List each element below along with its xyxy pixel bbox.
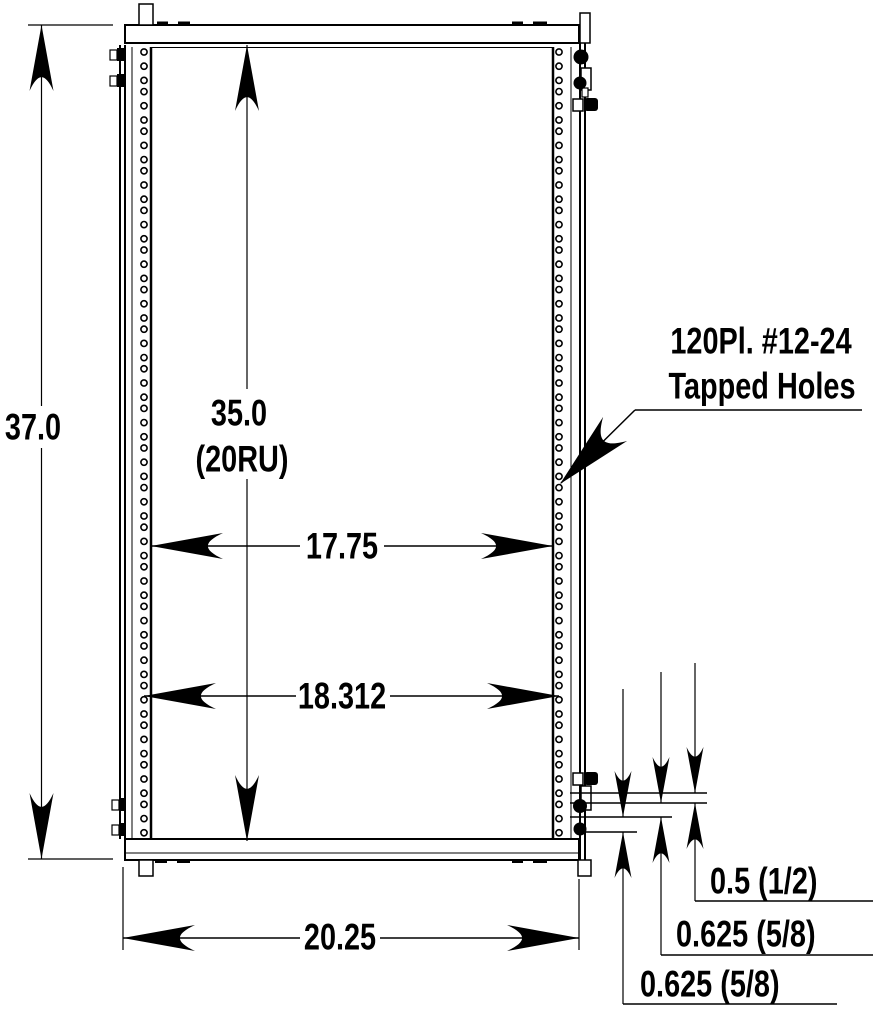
bottom-edge-slot bbox=[177, 860, 190, 863]
tapped-hole bbox=[556, 632, 562, 638]
tapped-hole bbox=[141, 247, 147, 253]
tapped-hole bbox=[556, 261, 562, 267]
tapped-hole bbox=[556, 420, 562, 426]
latch-bottom-knob bbox=[584, 772, 598, 785]
hole-spacing-lower-label: 0.625 (5/8) bbox=[640, 963, 780, 1005]
bottom-edge-slot bbox=[512, 860, 523, 863]
tapped-hole bbox=[141, 683, 147, 689]
tapped-hole bbox=[556, 553, 562, 559]
tapped-hole bbox=[556, 142, 562, 148]
hinge-top-leaf bbox=[580, 13, 590, 43]
tapped-hole bbox=[141, 326, 147, 332]
tapped-hole bbox=[141, 564, 147, 570]
tapped-hole bbox=[556, 366, 562, 372]
tapped-hole bbox=[141, 103, 147, 109]
bottom-crossbar bbox=[125, 839, 579, 860]
tapped-hole bbox=[141, 261, 147, 267]
tapped-hole bbox=[556, 643, 562, 649]
tapped-hole bbox=[556, 592, 562, 598]
tapped-hole bbox=[141, 722, 147, 728]
tapped-hole bbox=[556, 168, 562, 174]
tapped-hole bbox=[141, 287, 147, 293]
tapped-hole bbox=[141, 301, 147, 307]
tapped-hole bbox=[141, 524, 147, 530]
rail-bolt-shaft bbox=[117, 48, 124, 61]
tapped-hole bbox=[141, 236, 147, 242]
tapped-hole bbox=[556, 499, 562, 505]
tapped-hole bbox=[556, 182, 562, 188]
tapped-hole bbox=[141, 830, 147, 836]
right-foot-tab bbox=[578, 860, 591, 876]
tapped-hole bbox=[556, 236, 562, 242]
top-edge-slot bbox=[533, 22, 547, 25]
tapped-hole bbox=[141, 538, 147, 544]
tapped-hole bbox=[141, 168, 147, 174]
top-edge-slot bbox=[512, 22, 523, 25]
tapped-hole bbox=[556, 762, 562, 768]
tapped-hole bbox=[556, 776, 562, 782]
tapped-hole bbox=[141, 801, 147, 807]
tapped-hole bbox=[556, 275, 562, 281]
tapped-hole bbox=[556, 473, 562, 479]
rail-bolt-shaft bbox=[119, 823, 126, 836]
latch-top-collar bbox=[573, 99, 583, 111]
bottom-edge-slot bbox=[155, 860, 167, 863]
tapped-hole bbox=[556, 222, 562, 228]
tapped-hole bbox=[141, 473, 147, 479]
tapped-hole bbox=[141, 671, 147, 677]
tapped-hole bbox=[141, 618, 147, 624]
tapped-hole bbox=[141, 697, 147, 703]
tapped-hole bbox=[556, 207, 562, 213]
tapped-hole bbox=[141, 380, 147, 386]
tapped-hole bbox=[556, 77, 562, 83]
tapped-hole bbox=[141, 340, 147, 346]
top-edge-slot bbox=[157, 22, 168, 25]
tapped-hole bbox=[141, 355, 147, 361]
tapped-hole bbox=[556, 524, 562, 530]
tapped-hole bbox=[556, 485, 562, 491]
rail-bolt-shaft bbox=[117, 74, 124, 87]
hinge-bolt bbox=[574, 823, 587, 836]
rail-bolt-head bbox=[112, 800, 119, 810]
hinge-bolt bbox=[574, 77, 587, 90]
tapped-hole bbox=[141, 592, 147, 598]
tapped-hole bbox=[556, 326, 562, 332]
tapped-hole bbox=[556, 578, 562, 584]
tapped-hole bbox=[141, 222, 147, 228]
tapped-hole bbox=[556, 63, 562, 69]
tapped-holes-note-line2: Tapped Holes bbox=[668, 365, 856, 407]
tapped-hole bbox=[556, 128, 562, 134]
tapped-hole bbox=[556, 394, 562, 400]
tapped-hole bbox=[556, 380, 562, 386]
tapped-hole bbox=[141, 142, 147, 148]
tapped-hole bbox=[141, 603, 147, 609]
tapped-hole bbox=[141, 394, 147, 400]
tapped-hole bbox=[556, 405, 562, 411]
tapped-hole bbox=[141, 632, 147, 638]
opening-width-dimension-label: 17.75 bbox=[305, 525, 379, 567]
tapped-hole bbox=[141, 762, 147, 768]
hinge-top-pin bbox=[582, 88, 588, 97]
tapped-hole bbox=[556, 49, 562, 55]
tapped-hole bbox=[141, 499, 147, 505]
overall-width-dimension-label: 20.25 bbox=[303, 916, 377, 958]
tapped-hole bbox=[141, 657, 147, 663]
tapped-hole bbox=[556, 564, 562, 570]
tapped-hole bbox=[556, 816, 562, 822]
rail-bolt-head bbox=[112, 825, 119, 835]
tapped-hole bbox=[556, 538, 562, 544]
tapped-hole bbox=[556, 445, 562, 451]
rail-bolt-head bbox=[110, 50, 117, 60]
tapped-hole bbox=[141, 790, 147, 796]
tapped-hole bbox=[556, 618, 562, 624]
tapped-hole bbox=[141, 420, 147, 426]
tapped-hole bbox=[141, 182, 147, 188]
tapped-hole bbox=[141, 578, 147, 584]
tapped-hole bbox=[556, 790, 562, 796]
tapped-hole bbox=[141, 196, 147, 202]
tapped-hole bbox=[556, 301, 562, 307]
tapped-hole bbox=[141, 207, 147, 213]
tapped-hole bbox=[141, 275, 147, 281]
tapped-hole bbox=[556, 751, 562, 757]
tapped-hole bbox=[141, 776, 147, 782]
tapped-holes-note-line1: 120Pl. #12-24 bbox=[670, 320, 852, 362]
hole-spacing-upper-label: 0.625 (5/8) bbox=[676, 913, 816, 955]
tapped-hole bbox=[141, 405, 147, 411]
tapped-hole bbox=[556, 117, 562, 123]
rail-height-dimension-label: 35.0 bbox=[210, 392, 268, 434]
hinge-bolt bbox=[573, 799, 587, 813]
tapped-hole bbox=[556, 801, 562, 807]
tapped-hole bbox=[141, 434, 147, 440]
tapped-hole bbox=[141, 315, 147, 321]
tapped-hole bbox=[141, 117, 147, 123]
tapped-hole bbox=[556, 434, 562, 440]
tapped-hole bbox=[141, 49, 147, 55]
tapped-hole bbox=[556, 671, 562, 677]
overall-height-dimension-label: 37.0 bbox=[4, 406, 62, 448]
tapped-hole bbox=[556, 247, 562, 253]
tapped-hole bbox=[141, 63, 147, 69]
tapped-hole bbox=[141, 711, 147, 717]
tapped-hole bbox=[141, 553, 147, 559]
tapped-hole bbox=[141, 816, 147, 822]
tapped-hole bbox=[556, 683, 562, 689]
hole-spacing-half-inch-label: 0.5 (1/2) bbox=[710, 860, 818, 902]
tapped-hole bbox=[141, 89, 147, 95]
left-foot-tab bbox=[139, 860, 153, 876]
tapped-hole bbox=[141, 513, 147, 519]
tapped-hole bbox=[141, 643, 147, 649]
tapped-hole bbox=[556, 459, 562, 465]
tapped-hole bbox=[556, 736, 562, 742]
tapped-hole bbox=[141, 485, 147, 491]
tapped-hole bbox=[141, 751, 147, 757]
mounting-hole-span-dimension-label: 18.312 bbox=[297, 675, 387, 717]
tapped-hole bbox=[556, 196, 562, 202]
tapped-hole bbox=[556, 722, 562, 728]
tapped-hole bbox=[556, 103, 562, 109]
latch-top-knob bbox=[584, 98, 598, 111]
bottom-edge-slot bbox=[533, 860, 547, 863]
tapped-hole bbox=[556, 157, 562, 163]
tapped-hole bbox=[556, 513, 562, 519]
rail-bolt-shaft bbox=[119, 798, 126, 811]
tapped-hole bbox=[556, 603, 562, 609]
tapped-hole bbox=[556, 697, 562, 703]
tapped-hole bbox=[141, 445, 147, 451]
top-edge-slot bbox=[178, 22, 190, 25]
tapped-hole bbox=[141, 77, 147, 83]
top-crossbar bbox=[125, 25, 579, 43]
tapped-hole bbox=[141, 157, 147, 163]
tapped-hole bbox=[141, 128, 147, 134]
rail-height-units-label: (20RU) bbox=[195, 438, 289, 480]
hinge-bolt bbox=[574, 50, 589, 65]
tapped-hole bbox=[556, 657, 562, 663]
tapped-hole bbox=[556, 287, 562, 293]
tapped-hole bbox=[556, 711, 562, 717]
tapped-hole bbox=[556, 340, 562, 346]
tapped-hole bbox=[141, 736, 147, 742]
tapped-hole bbox=[556, 89, 562, 95]
tapped-hole bbox=[556, 355, 562, 361]
tapped-hole bbox=[141, 366, 147, 372]
rail-bolt-head bbox=[110, 76, 117, 86]
latch-bottom-collar bbox=[573, 773, 583, 785]
tapped-hole bbox=[141, 459, 147, 465]
tapped-hole bbox=[556, 830, 562, 836]
tapped-hole bbox=[556, 315, 562, 321]
top-mounting-tab bbox=[139, 4, 153, 25]
